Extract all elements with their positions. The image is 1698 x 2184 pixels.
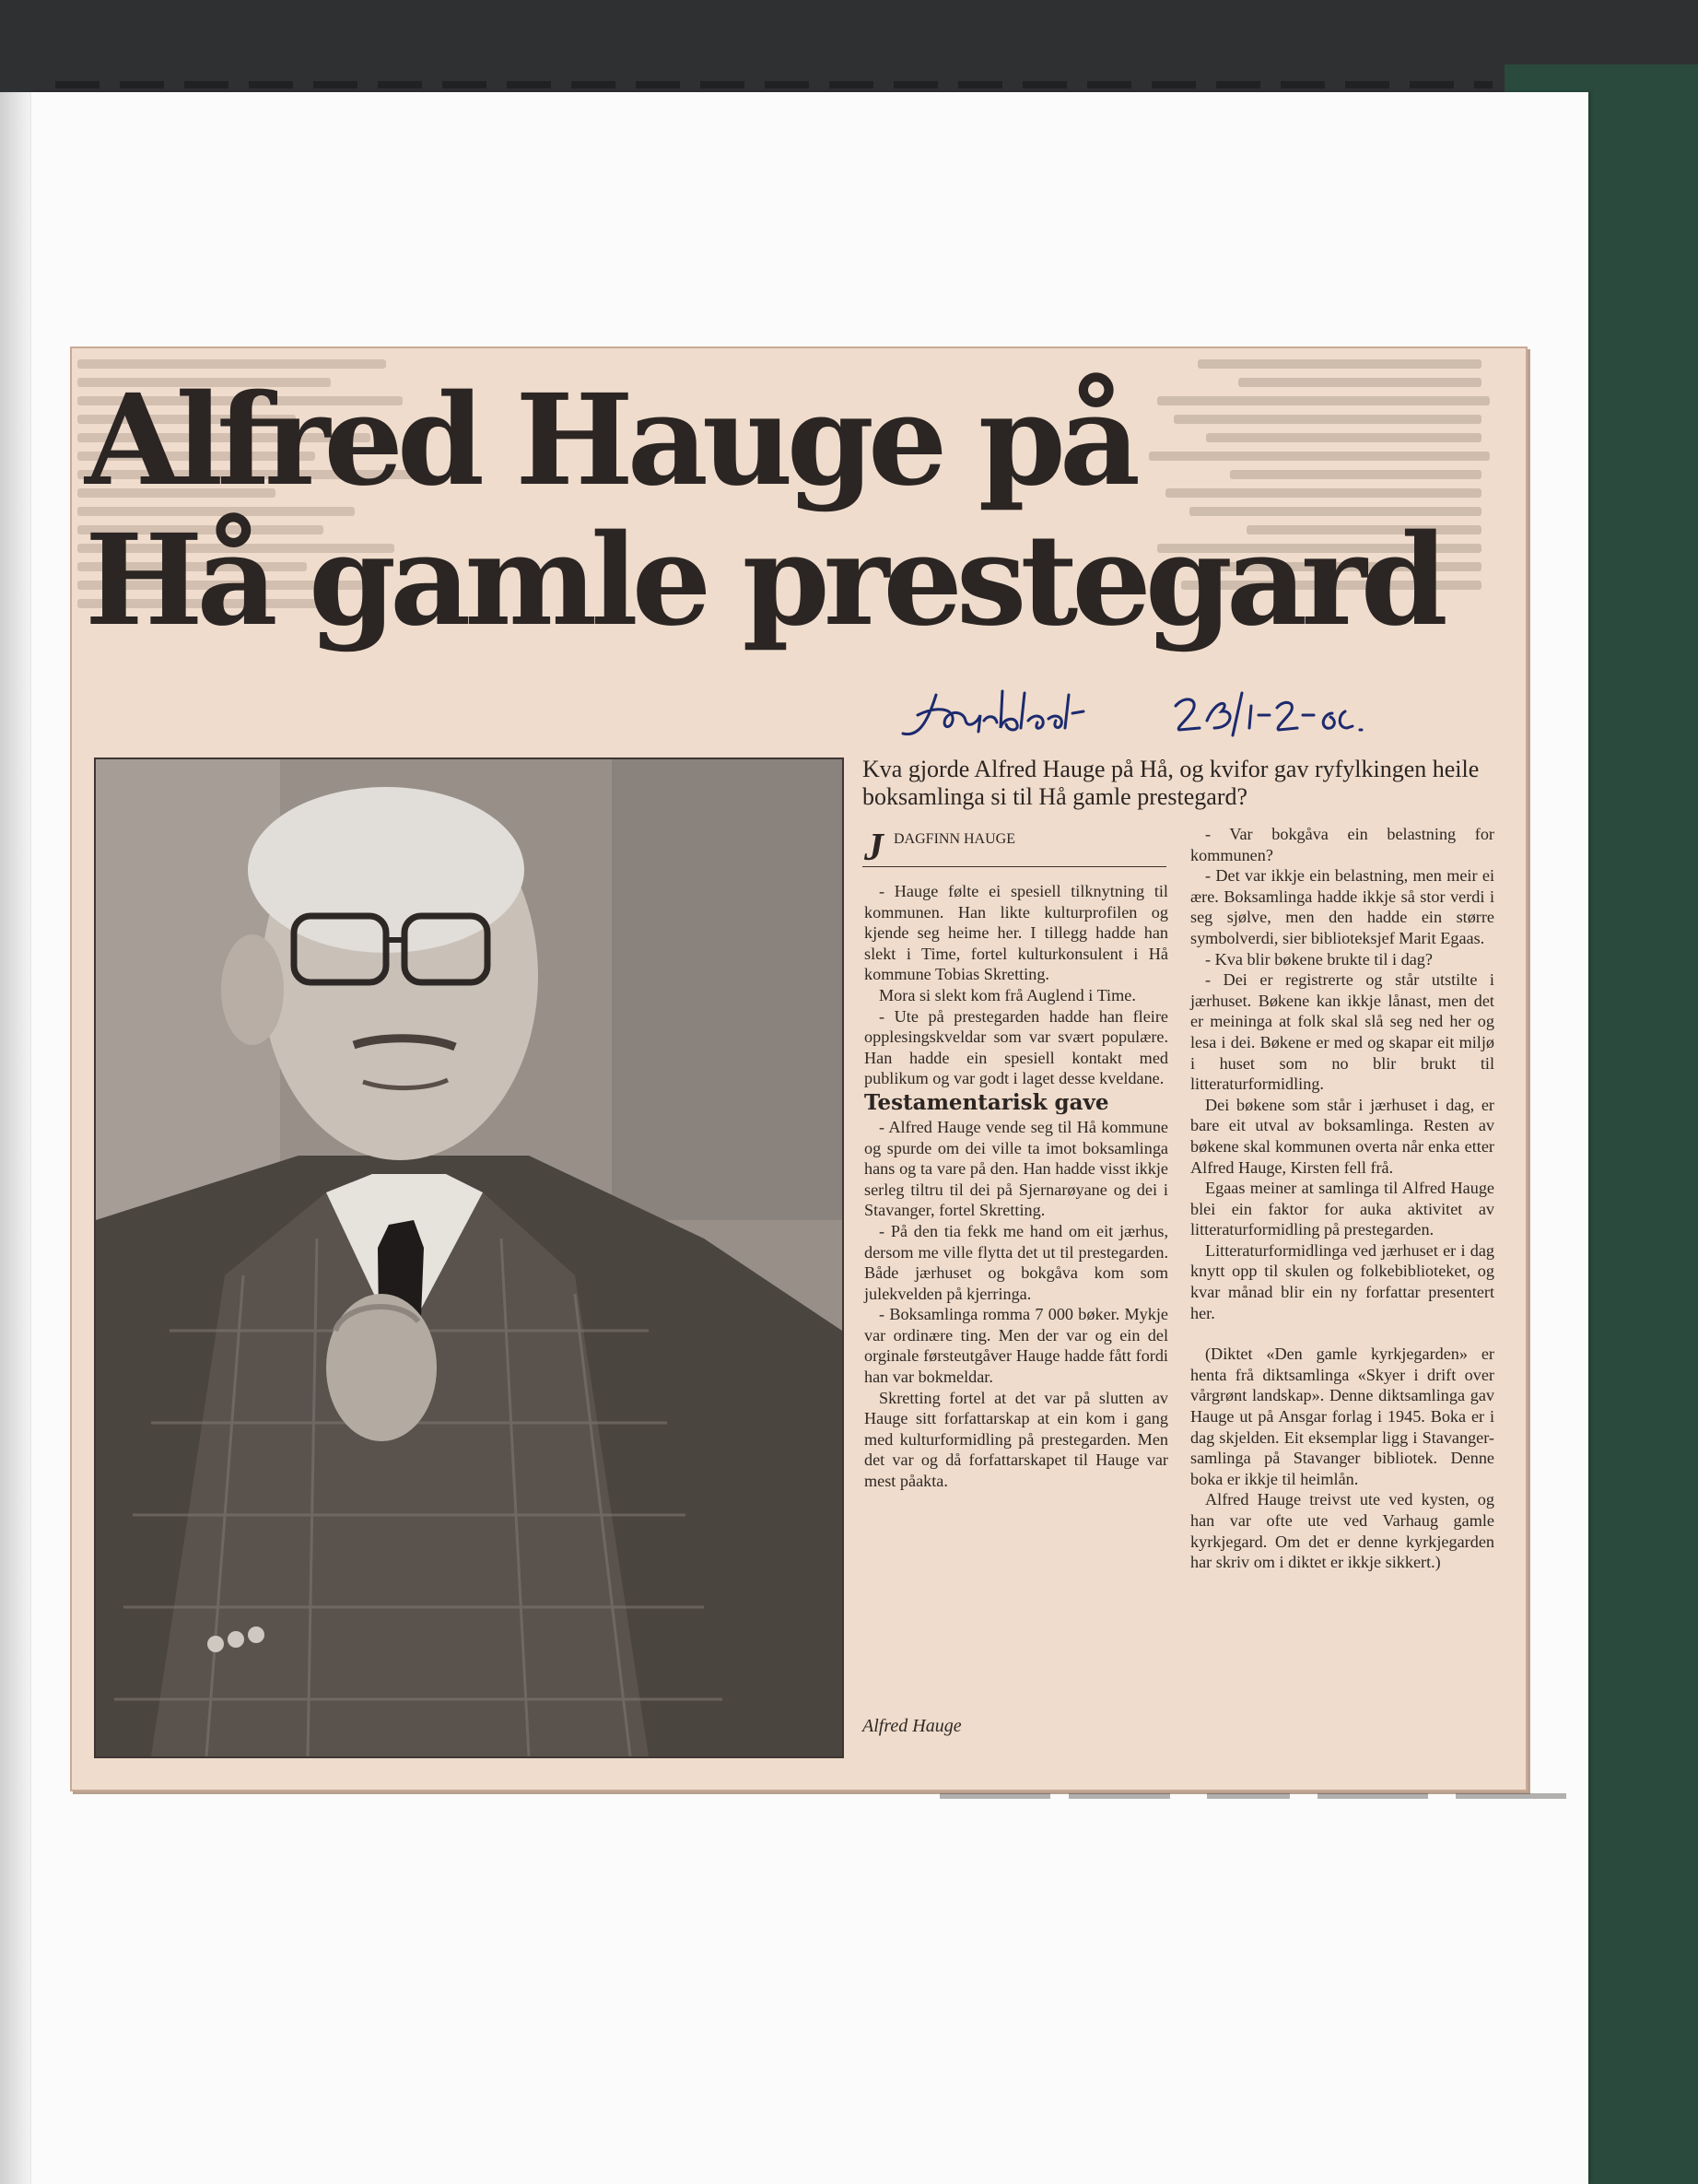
scan-background-top bbox=[0, 0, 1698, 92]
paragraph: Alfred Hauge treivst ute ved kysten, og han var ofte ute ved Varhaug gamle kyrkjegard. Om det er denne kyrkjegarden har skriv om i diktet er ikkje sikkert.) bbox=[1190, 1490, 1494, 1572]
paragraph: Dei bøkene som står i jærhuset i dag, er bare eit utval av boksamlinga. Resten av bøkene skal kommunen overta når enka etter Alfred Hauge, Kirsten fell frå. bbox=[1190, 1095, 1494, 1177]
paragraph: - Det var ikkje ein belastning, men meir ei ære. Boksamlinga hadde ikkje så stor verdi i seg sjølve, men den hadde ein større symbolverdi, sier biblioteksjef Marit Egaas. bbox=[1190, 866, 1494, 947]
paragraph: Litteraturformidlinga ved jærhuset er i dag knytt opp til skulen og folkebiblioteket, og kvar månad blir ein ny forfattar presentert her. bbox=[1190, 1240, 1494, 1322]
paragraph: Egaas meiner at samlinga til Alfred Hauge blei ein faktor for auka aktivitet av litteraturformidling på prestegarden. bbox=[1190, 1179, 1494, 1239]
clipping-underlayer-text bbox=[940, 1791, 1575, 1801]
paragraph: - Alfred Hauge vende seg til Hå kommune og spurde om dei ville ta imot boksamlinga hans og ta vare på den. Han hadde visst ikkje serleg tiltru til dei på Sjernarøyane og dei i Stavanger, fortel Skretting. bbox=[864, 1117, 1168, 1220]
paragraph: - Boksamlinga romma 7 000 bøker. Mykje var ordinære ting. Men der var og ein del orginale førsteutgåver Hauge hadde fått fordi han var bokmeldar. bbox=[864, 1305, 1168, 1387]
headline bbox=[85, 367, 1448, 654]
paragraph: - Ute på prestegarden hadde han fleire opplesingskveldar som var svært populære. Han hadde ein spesiell kontakt med publikum og var godt i laget desse kveldane. bbox=[864, 1006, 1168, 1088]
article-deck: Kva gjorde Alfred Hauge på Hå, og kvifor gav ryfylkingen heile boksamlinga si til Hå gamle prestegard? bbox=[862, 756, 1480, 810]
article-column-2 bbox=[1190, 824, 1494, 1573]
handwritten-date-note bbox=[899, 687, 1415, 743]
photo-caption: Alfred Hauge bbox=[862, 1716, 962, 1736]
newspaper-clipping bbox=[70, 346, 1528, 1791]
paragraph: Mora si slekt kom frå Auglend i Time. bbox=[879, 985, 1136, 1004]
paragraph: - Dei er registrerte og står utstilte i jærhuset. Bøkene kan ikkje lånast, men det er meininga at folk skal slå seg ned her og lesa i dei. Bøkene er med og skapar eit miljø i huset som no blir brukt til litteraturformidling. bbox=[1190, 970, 1494, 1094]
portrait-photo bbox=[94, 757, 844, 1758]
byline bbox=[862, 824, 1166, 867]
paragraph: (Diktet «Den gamle kyrkjegarden» er henta frå diktsamlinga «Skyer i drift over vårgrønt landskap». Denne diktsamlinga gav Hauge ut på Ansgar forlag i 1945. Boka er i dag skjelden. Eit eksemplar ligg i Stavanger-samlinga på Stavanger bibliotek. Denne boka er ikkje til heimlån. bbox=[1190, 1344, 1494, 1488]
byline-author: DAGFINN HAUGE bbox=[894, 831, 1015, 847]
paragraph: - På den tia fekk me hand om eit jærhus, dersom me ville flytta det ut til prestegarden. Både jærhuset og bokgåva kom som julekvelden på kjerringa. bbox=[864, 1221, 1168, 1303]
paragraph: - Kva blir bøkene brukte til i dag? bbox=[1205, 949, 1433, 969]
headline-line-1: Alfred Hauge på bbox=[85, 367, 1134, 514]
byline-initial: J bbox=[864, 827, 884, 869]
paragraph: - Var bokgåva ein belastning for kommunen? bbox=[1190, 825, 1494, 864]
headline-line-2: Hå gamle prestegard bbox=[85, 507, 1442, 654]
binder-stitching bbox=[55, 81, 1493, 88]
article-column-1 bbox=[864, 881, 1168, 1492]
subheading: Testamentarisk gave bbox=[864, 1089, 1109, 1115]
paragraph: Skretting fortel at det var på slutten av Hauge sitt forfattarskap at ein kom i gang med kulturformidling på prestegarden. Men det var og då forfattarskapet til Hauge var mest påakta. bbox=[864, 1388, 1168, 1491]
paragraph: - Hauge følte ei spesiell tilknytning til kommunen. Han likte kulturprofilen og kjende seg heime her. I tillegg hadde han slekt i Time, fortel kulturkonsulent i Hå kommune Tobias Skretting. bbox=[864, 882, 1168, 984]
